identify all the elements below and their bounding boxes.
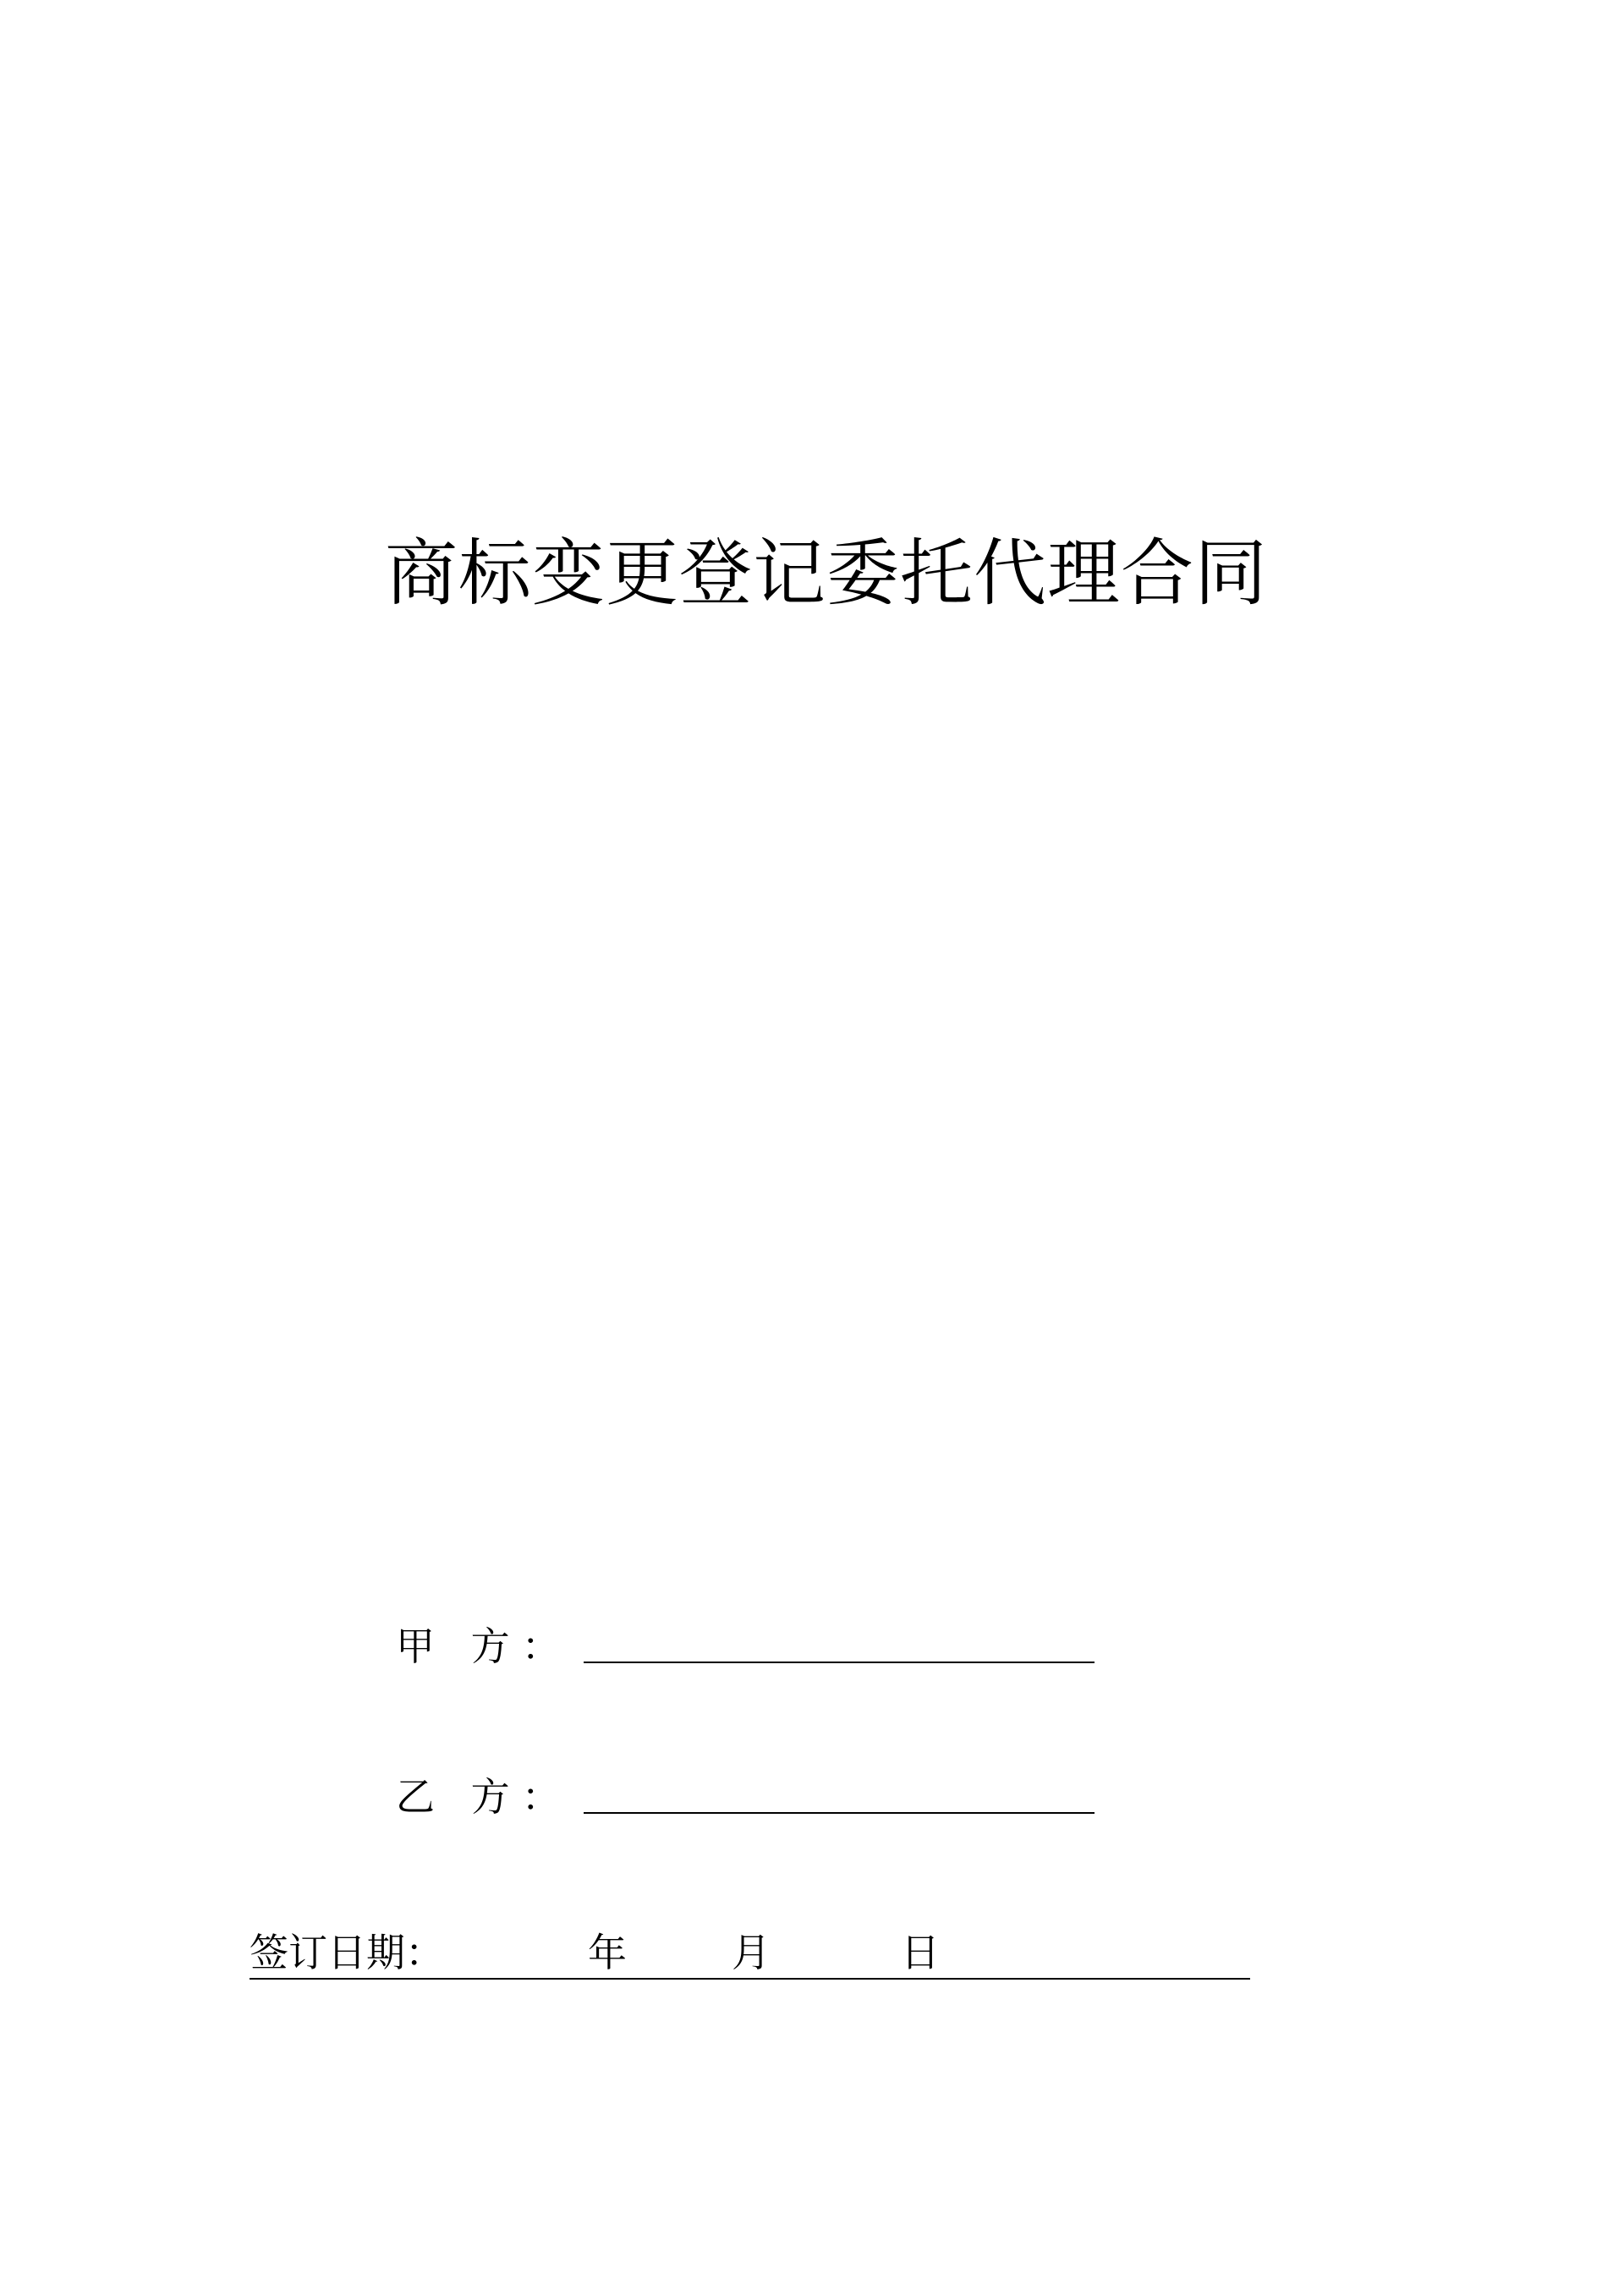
sign-date-label: 签订日期： — [250, 1930, 444, 1975]
party-b-label: 乙 方： — [396, 1774, 573, 1820]
contract-title: 商标变更登记委托代理合同 — [385, 531, 1268, 616]
party-a-label: 甲 方： — [396, 1623, 573, 1669]
year-label: 年 — [588, 1930, 627, 1975]
month-label: 月 — [732, 1930, 771, 1975]
party-b-row — [396, 1771, 582, 1822]
sign-date-row[interactable] — [250, 1927, 1250, 1980]
day-label: 日 — [901, 1930, 940, 1975]
party-a-row — [396, 1621, 582, 1672]
party-b-blank-line[interactable] — [584, 1812, 1095, 1814]
party-a-blank-line[interactable] — [584, 1662, 1095, 1663]
